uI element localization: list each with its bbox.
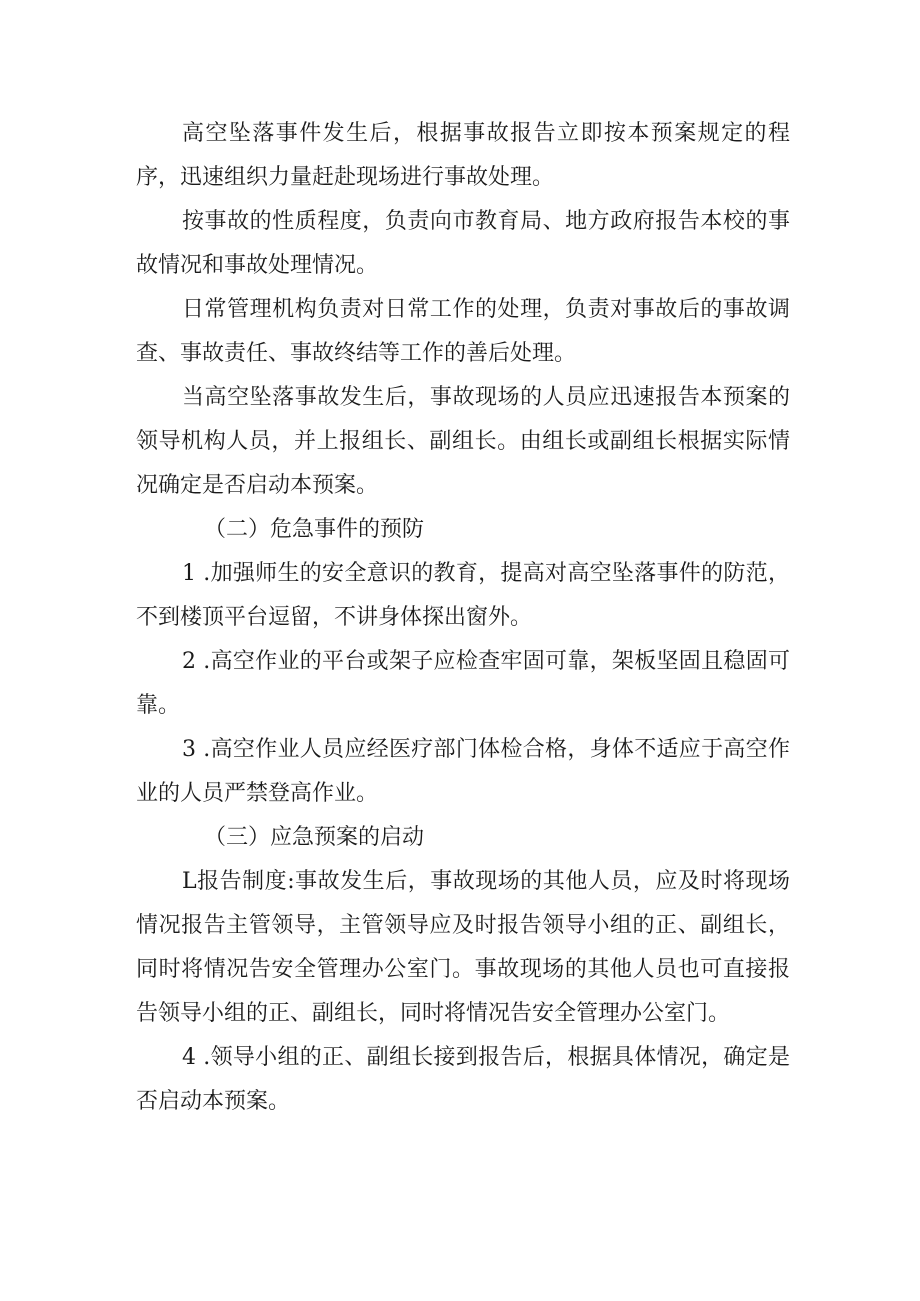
list-item-platform-check: 2 .高空作业的平台或架子应检查牢固可靠，架板坚固且稳固可靠。	[136, 649, 790, 718]
list-item-leader-decision: 4 .领导小组的正、副组长接到报告后，根据具体情况，确定是否启动本预案。	[136, 1045, 790, 1114]
list-item-reporting-system: L报告制度:事故发生后，事故现场的其他人员，应及时将现场情况报告主管领导，主管领导应及时报告领导小组的正、副组长，同时将情况告安全管理办公室门。事故现场的其他人员也可直接报告领导小组的正、副组长，同时将情况告安全管理办公室门。	[136, 869, 790, 1026]
paragraph-incident-response: 高空坠落事件发生后，根据事故报告立即按本预案规定的程序，迅速组织力量赶赴现场进行事故处理。	[136, 121, 790, 190]
paragraph-daily-management: 日常管理机构负责对日常工作的处理，负责对事故后的事故调查、事故责任、事故终结等工作的善后处理。	[136, 297, 790, 366]
paragraph-on-site-report: 当高空坠落事故发生后，事故现场的人员应迅速报告本预案的领导机构人员，并上报组长、副组长。由组长或副组长根据实际情况确定是否启动本预案。	[136, 385, 790, 498]
paragraph-report-authorities: 按事故的性质程度，负责向市教育局、地方政府报告本校的事故情况和事故处理情况。	[136, 209, 790, 278]
list-item-medical-check: 3 .高空作业人员应经医疗部门体检合格，身体不适应于高空作业的人员严禁登高作业。	[136, 737, 790, 806]
section-heading-activation: （三）应急预案的启动	[204, 825, 425, 850]
list-item-safety-education: 1 .加强师生的安全意识的教育，提高对高空坠落事件的防范，不到楼顶平台逗留，不讲身体探出窗外。	[136, 561, 790, 630]
document-body	[136, 112, 790, 1124]
section-heading-prevention: （二）危急事件的预防	[204, 517, 425, 542]
